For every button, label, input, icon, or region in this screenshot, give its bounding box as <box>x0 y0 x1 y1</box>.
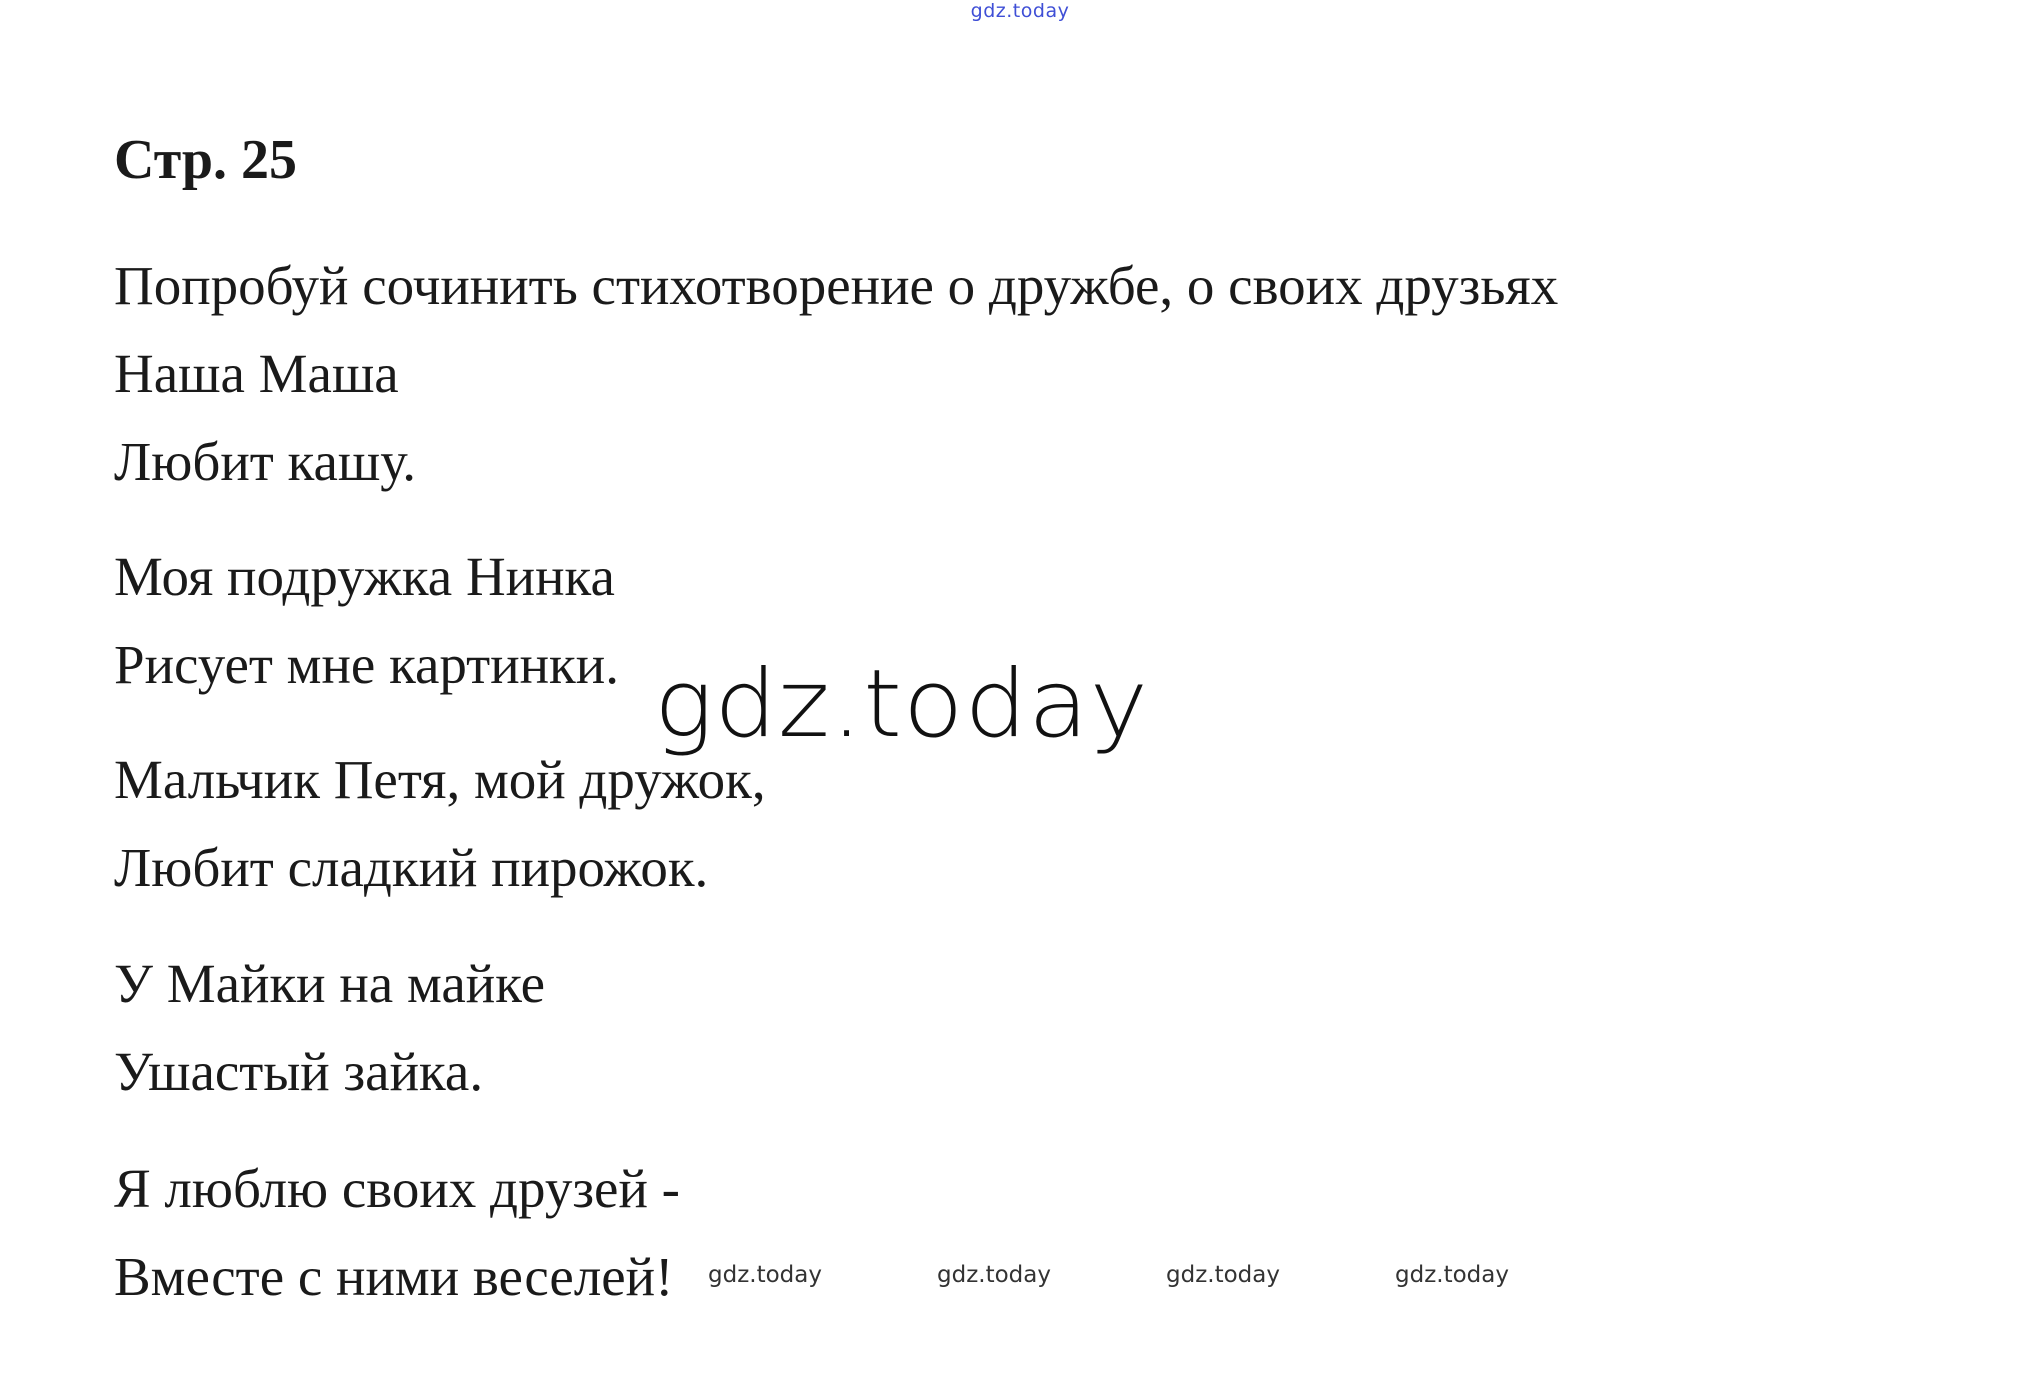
poem-line: Любит сладкий пирожок. <box>114 837 709 898</box>
footer-watermark: gdz.today <box>708 1262 822 1288</box>
center-watermark: gdz.today <box>654 650 1150 759</box>
footer-watermark: gdz.today <box>937 1262 1051 1288</box>
poem-line: Моя подружка Нинка <box>114 546 615 607</box>
poem-line: Наша Маша <box>114 343 399 404</box>
footer-watermark: gdz.today <box>1166 1262 1280 1288</box>
poem-line: Рисует мне картинки. <box>114 634 619 695</box>
poem-line: У Майки на майке <box>114 953 545 1014</box>
footer-watermarks <box>708 1262 1624 1288</box>
poem-line: Мальчик Петя, мой дружок, <box>114 749 766 810</box>
poem-line: Вместе с ними веселей! <box>114 1246 674 1307</box>
task-prompt: Попробуй сочинить стихотворение о дружбе, о своих друзьях <box>114 255 1559 316</box>
top-watermark: gdz.today <box>970 0 1070 22</box>
poem-line: Ушастый зайка. <box>114 1041 484 1102</box>
footer-watermark: gdz.today <box>1395 1262 1509 1288</box>
poem-line: Любит кашу. <box>114 431 416 492</box>
page-title: Стр. 25 <box>114 129 298 191</box>
poem-line: Я люблю своих друзей - <box>114 1158 680 1219</box>
